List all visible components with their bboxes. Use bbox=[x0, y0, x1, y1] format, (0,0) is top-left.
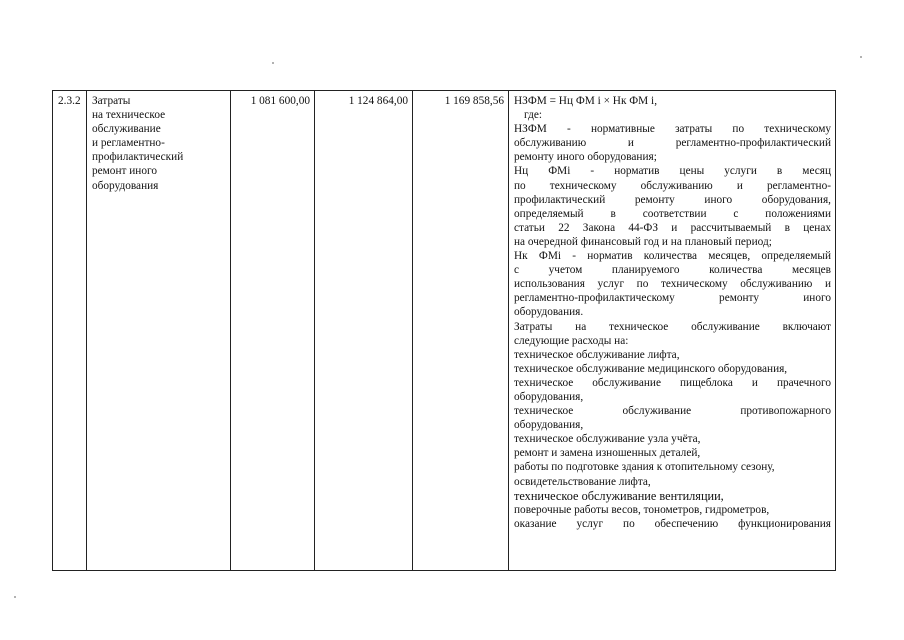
cost-table bbox=[52, 90, 836, 571]
description-line: определяемый в соответствии с положениями bbox=[514, 207, 831, 220]
description-line: техническое обслуживание вентиляции, bbox=[514, 488, 724, 503]
row-name-line: ремонт иного bbox=[92, 165, 158, 178]
description-line: техническое обслуживание противопожарного bbox=[514, 405, 831, 418]
description-line: работы по подготовке здания к отопительному сезону, bbox=[514, 461, 775, 474]
scan-speck bbox=[860, 56, 862, 58]
description-line: Нк ФМi - норматив количества месяцев, определяемый bbox=[514, 250, 831, 263]
row-description bbox=[509, 91, 836, 571]
description-line: следующие расходы на: bbox=[514, 334, 629, 347]
row-name-line: обслуживание bbox=[92, 123, 161, 136]
row-name-line: Затраты bbox=[92, 95, 131, 107]
description-line: оказание услуг по обеспечению функционирования bbox=[514, 517, 831, 530]
description-line: НЗФМ - нормативные затраты по техническому bbox=[514, 123, 831, 136]
description-line: обслуживанию и регламентно-профилактический bbox=[514, 137, 831, 150]
description-line: ремонту иного оборудования; bbox=[514, 151, 657, 164]
scan-speck bbox=[14, 596, 16, 598]
value-year-2: 1 124 864,00 bbox=[315, 91, 413, 571]
description-line: где: bbox=[524, 109, 542, 122]
description-line: техническое обслуживание медицинского оборудования, bbox=[514, 362, 788, 375]
row-name-line: оборудования bbox=[92, 179, 159, 192]
row-name-line: и регламентно- bbox=[92, 137, 165, 150]
description-line: техническое обслуживание лифта, bbox=[514, 348, 680, 361]
formula-line: НЗФМ = Нц ФМ i × Нк ФМ i, bbox=[514, 95, 658, 107]
description-line: статьи 22 Закона 44-ФЗ и рассчитываемый в ценах bbox=[514, 221, 831, 234]
description-line: регламентно-профилактическому ремонту иного bbox=[514, 292, 831, 305]
table-row bbox=[53, 91, 836, 571]
description-line: оборудования, bbox=[514, 419, 584, 432]
value-year-1: 1 081 600,00 bbox=[231, 91, 315, 571]
description-line: техническое обслуживание узла учёта, bbox=[514, 433, 701, 446]
row-name-line: профилактический bbox=[92, 151, 184, 164]
description-line: ремонт и замена изношенных деталей, bbox=[514, 447, 701, 460]
description-line: Нц ФМi - норматив цены услуги в месяц bbox=[514, 165, 831, 178]
row-name bbox=[87, 91, 231, 571]
description-line: использования услуг по техническому обслуживанию и bbox=[514, 278, 831, 291]
description-line: с учетом планируемого количества месяцев bbox=[514, 264, 831, 277]
description-line: освидетельствование лифта, bbox=[514, 475, 651, 488]
scan-speck bbox=[272, 62, 274, 64]
row-name-line: на техническое bbox=[92, 109, 166, 122]
value-year-3: 1 169 858,56 bbox=[413, 91, 509, 571]
description-line: поверочные работы весов, тонометров, гидрометров, bbox=[514, 503, 770, 516]
description-line: на очередной финансовый год и на плановый период; bbox=[514, 235, 772, 248]
description-line: профилактический ремонту иного оборудования, bbox=[514, 193, 831, 206]
description-line: оборудования, bbox=[514, 390, 584, 403]
description-line: по техническому обслуживанию и регламентно- bbox=[514, 179, 831, 192]
description-line: Затраты на техническое обслуживание включают bbox=[514, 320, 831, 333]
description-line: техническое обслуживание пищеблока и прачечного bbox=[514, 376, 831, 389]
description-line: оборудования. bbox=[514, 306, 584, 319]
row-number: 2.3.2 bbox=[53, 91, 87, 571]
